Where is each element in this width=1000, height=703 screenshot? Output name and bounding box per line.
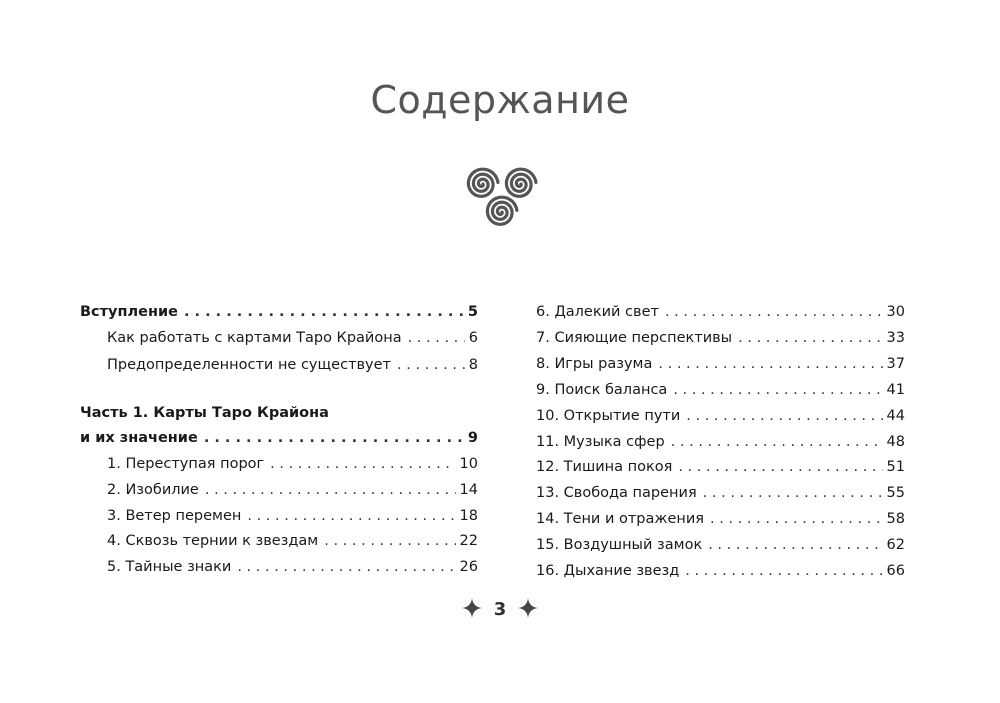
toc-page: 33 — [886, 329, 905, 346]
toc-page: 14 — [459, 481, 478, 498]
toc-label: 4. Сквозь тернии к звездам — [107, 533, 319, 550]
dot-leader — [685, 561, 882, 581]
toc-page: 51 — [886, 459, 905, 476]
toc-label: 8. Игры разума — [536, 355, 653, 372]
dot-leader — [686, 406, 882, 426]
toc-part-heading: Часть 1. Карты Таро Крайона — [80, 405, 329, 421]
dot-leader — [184, 302, 464, 322]
dot-leader — [247, 506, 455, 526]
toc-entry[interactable] — [536, 380, 905, 400]
toc-label: 16. Дыхание звезд — [536, 563, 680, 579]
spiral-mark — [487, 197, 517, 224]
spiral-mark — [468, 169, 498, 196]
toc-label: 15. Воздушный замок — [536, 537, 703, 554]
toc-entry-part1[interactable] — [80, 428, 478, 448]
toc-label: 10. Открытие пути — [536, 407, 681, 424]
toc-page: 58 — [886, 511, 905, 528]
toc-label: 1. Переступая порог — [107, 456, 265, 472]
dot-leader — [708, 535, 882, 555]
toc-entry[interactable] — [107, 531, 478, 551]
toc-page: 9 — [467, 430, 478, 446]
toc-entry[interactable] — [536, 561, 905, 581]
toc-page: 55 — [886, 485, 905, 502]
toc-label: Вступление — [80, 304, 178, 320]
toc-entry[interactable] — [536, 354, 905, 374]
toc-label: 12. Тишина покоя — [536, 459, 673, 476]
toc-entry[interactable] — [107, 557, 478, 577]
dot-leader — [324, 531, 455, 551]
triskele-ornament-icon — [456, 162, 546, 232]
dot-leader — [237, 557, 455, 577]
dot-leader — [397, 355, 465, 375]
toc-page: 18 — [459, 507, 478, 524]
toc-page: 30 — [886, 304, 905, 320]
toc-label: Как работать с картами Таро Крайона — [107, 330, 402, 346]
toc-page: 48 — [886, 433, 905, 450]
toc-label: Предопределенности не существует — [107, 357, 392, 373]
dot-leader — [270, 454, 455, 474]
page-number: 3 — [493, 599, 507, 620]
toc-label: 3. Ветер перемен — [107, 507, 242, 524]
toc-entry[interactable] — [536, 302, 905, 322]
toc-page: 41 — [886, 381, 905, 398]
toc-entry[interactable] — [536, 328, 905, 348]
toc-page: 22 — [459, 533, 478, 550]
toc-label: 6. Далекий свет — [536, 304, 659, 320]
toc-page: 26 — [459, 559, 478, 576]
toc-label: 7. Сияющие перспективы — [536, 329, 733, 346]
toc-entry-intro[interactable] — [80, 302, 478, 322]
toc-label: 13. Свобода парения — [536, 485, 697, 502]
toc-page: 37 — [886, 355, 905, 372]
toc-label: 14. Тени и отражения — [536, 511, 705, 528]
toc-label: 5. Тайные знаки — [107, 559, 232, 576]
toc-entry[interactable] — [536, 406, 905, 426]
dot-leader — [658, 354, 882, 374]
toc-page: 62 — [886, 537, 905, 554]
toc-entry[interactable] — [107, 355, 478, 375]
toc-label: и их значение — [80, 430, 198, 446]
dot-leader — [408, 328, 465, 348]
star-icon — [518, 598, 538, 618]
page-footer — [0, 598, 1000, 620]
dot-leader — [678, 457, 882, 477]
toc-entry[interactable] — [536, 509, 905, 529]
spiral-mark — [506, 169, 536, 196]
toc-label: 2. Изобилие — [107, 481, 199, 498]
dot-leader — [205, 480, 456, 500]
page-title: Содержание — [370, 78, 630, 122]
toc-label: 11. Музыка сфер — [536, 433, 665, 450]
dot-leader — [703, 483, 883, 503]
dot-leader — [671, 432, 883, 452]
toc-entry[interactable] — [107, 506, 478, 526]
toc-page: 10 — [459, 456, 478, 472]
dot-leader — [665, 302, 883, 322]
toc-page: 66 — [886, 563, 905, 579]
toc-page: 5 — [467, 304, 478, 320]
toc-page: 6 — [468, 330, 478, 346]
toc-entry[interactable] — [107, 480, 478, 500]
toc-entry[interactable] — [536, 457, 905, 477]
toc-entry[interactable] — [536, 535, 905, 555]
toc-entry[interactable] — [107, 328, 478, 348]
toc-entry[interactable] — [107, 454, 478, 474]
dot-leader — [710, 509, 883, 529]
toc-entry[interactable] — [536, 432, 905, 452]
toc-page: 44 — [886, 407, 905, 424]
dot-leader — [673, 380, 882, 400]
toc-entry[interactable] — [536, 483, 905, 503]
dot-leader — [738, 328, 882, 348]
toc-page: 8 — [468, 357, 478, 373]
toc-label: 9. Поиск баланса — [536, 381, 668, 398]
star-icon — [462, 598, 482, 618]
dot-leader — [204, 428, 464, 448]
